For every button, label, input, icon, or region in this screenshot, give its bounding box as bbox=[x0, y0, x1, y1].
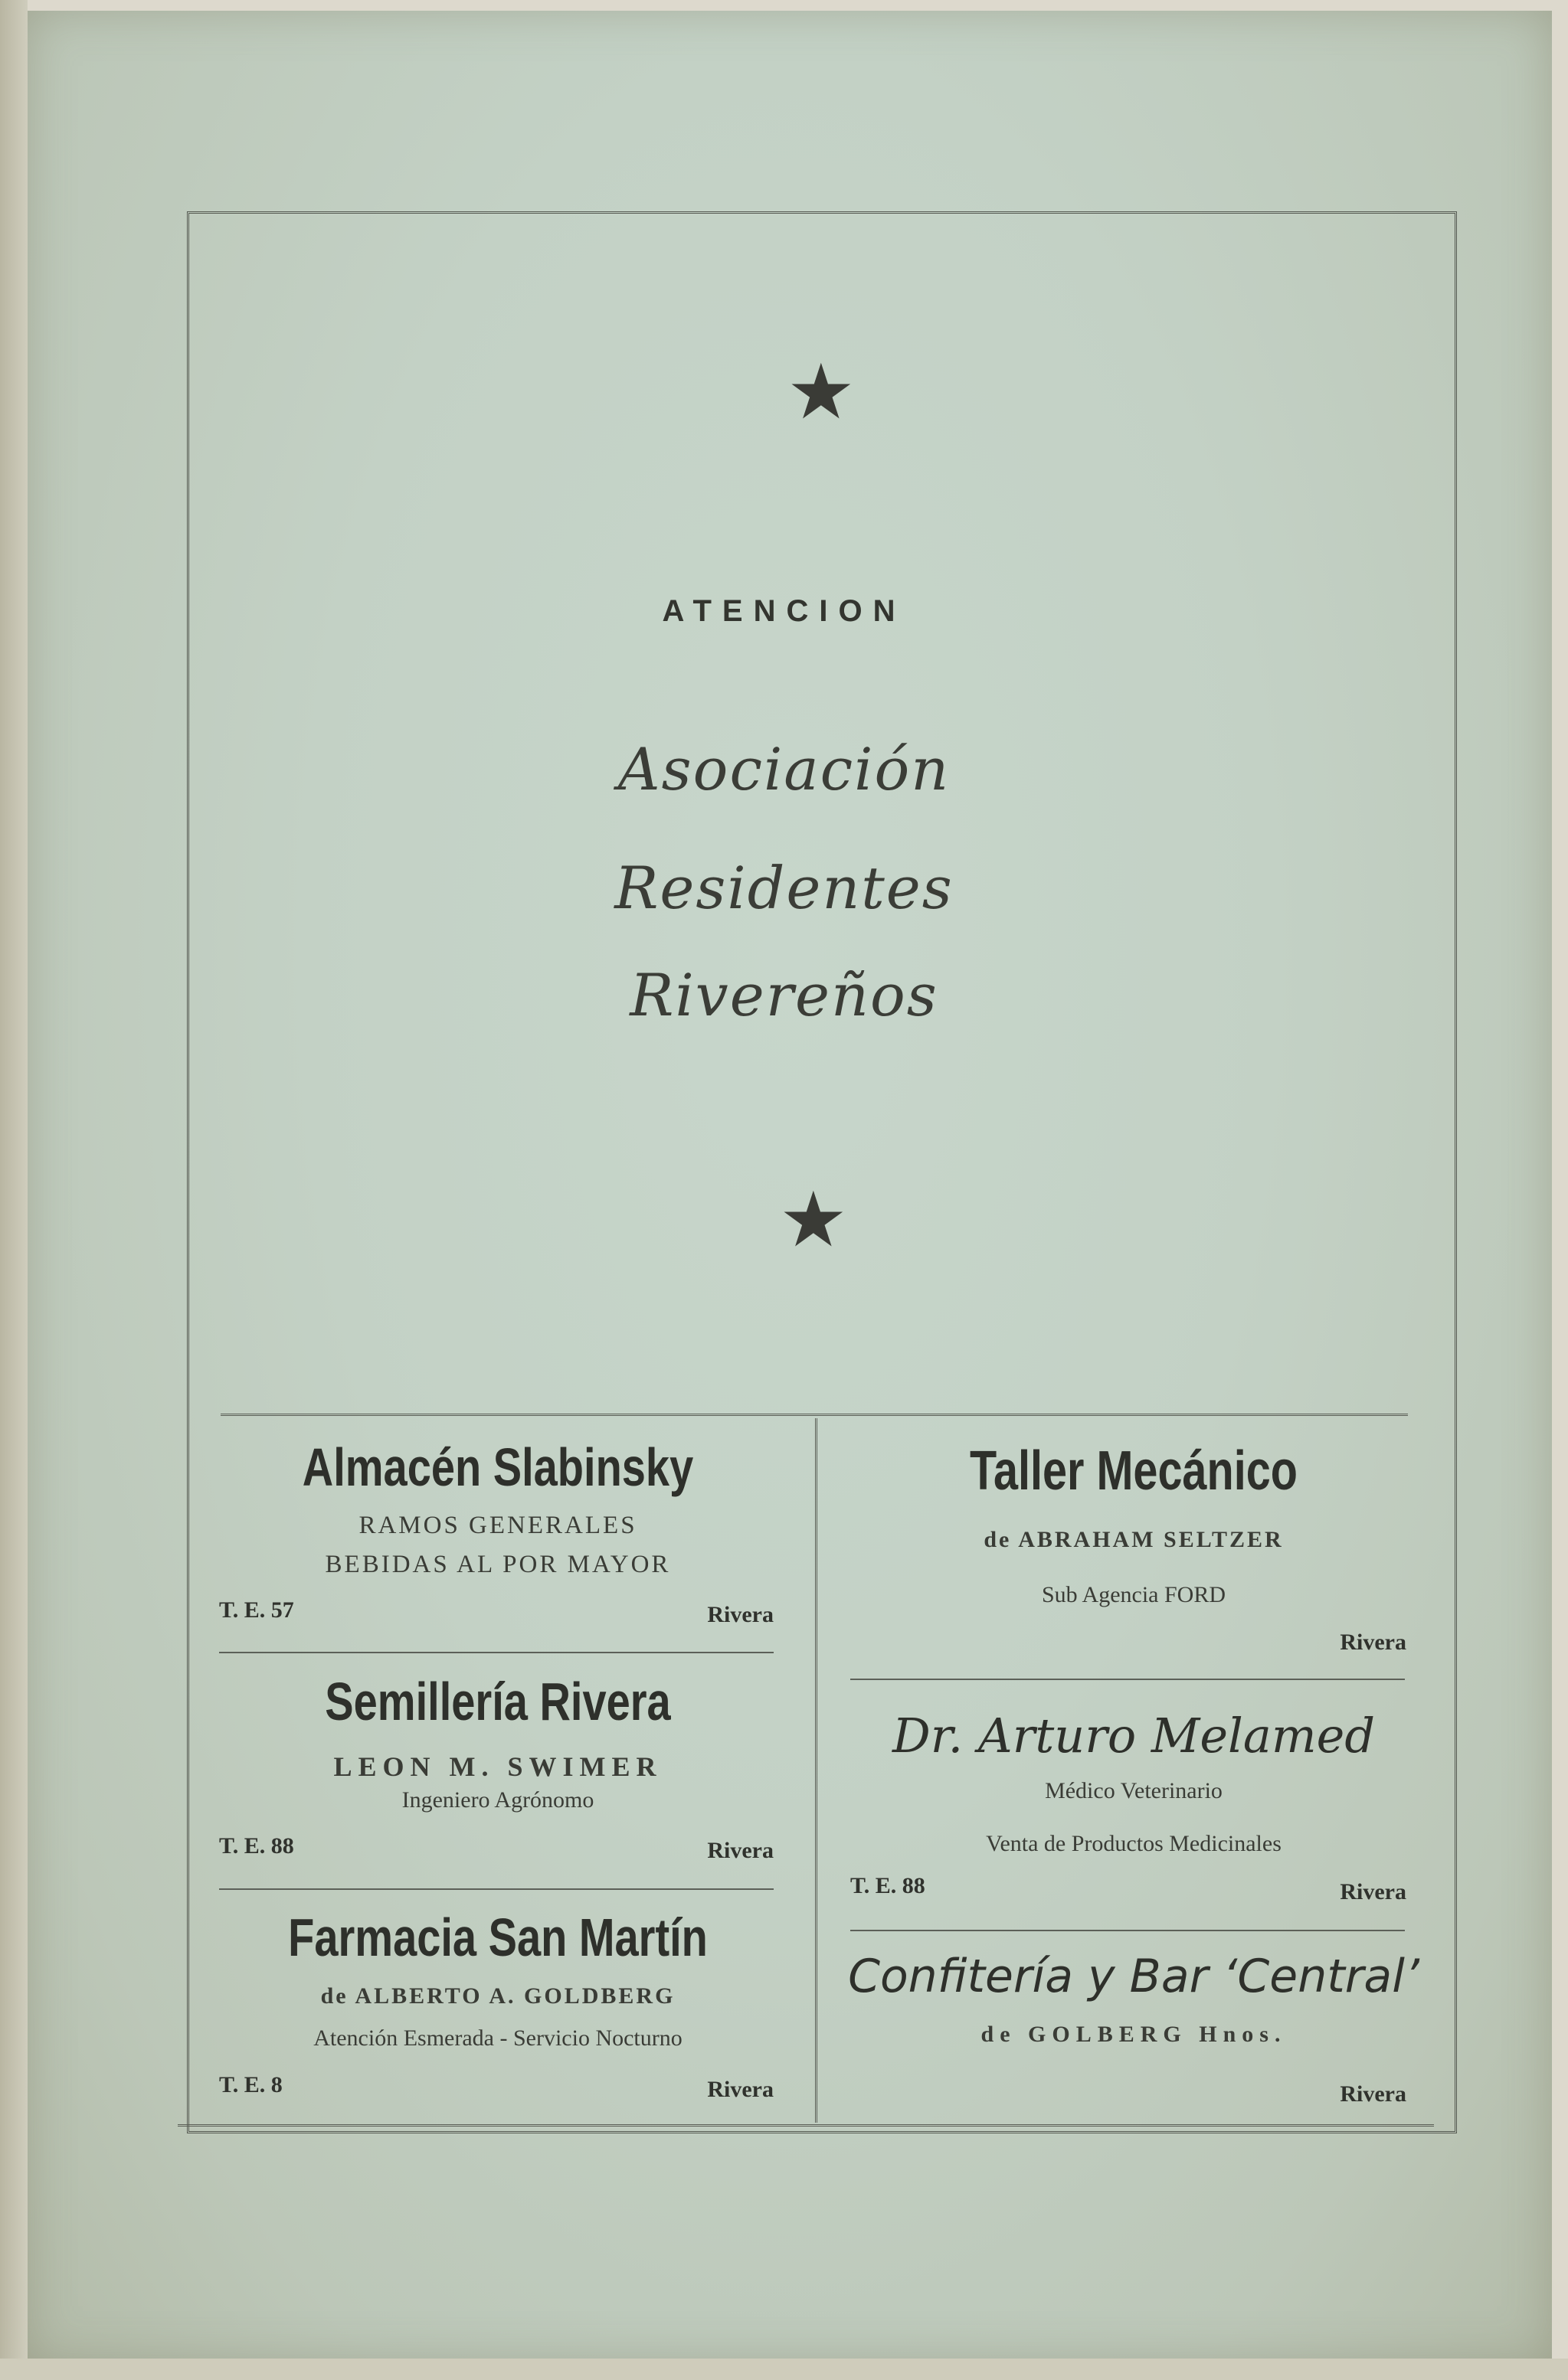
ad-line: Atención Esmerada - Servicio Nocturno bbox=[313, 2025, 683, 2051]
ad-owner: de ALBERTO A. GOLDBERG bbox=[320, 1983, 676, 2009]
ad-phone: T. E. 88 bbox=[219, 1833, 294, 1859]
ad-owner: LEON M. SWIMER bbox=[333, 1751, 663, 1782]
association-line-3: Rivereños bbox=[630, 961, 938, 1029]
ad-title: Dr. Arturo Melamed bbox=[892, 1708, 1376, 1764]
ad-city: Rivera bbox=[1340, 1879, 1406, 1904]
ad-separator bbox=[219, 1888, 774, 1890]
ad-owner: de GOLBERG Hnos. bbox=[980, 2022, 1287, 2047]
ad-line: RAMOS GENERALES bbox=[358, 1512, 637, 1539]
association-line-1: Asociación bbox=[617, 735, 951, 803]
ad-city: Rivera bbox=[707, 1838, 774, 1863]
ad-line: Sub Agencia FORD bbox=[1042, 1582, 1226, 1607]
ad-separator bbox=[219, 1652, 774, 1653]
ad-title: Farmacia San Martín bbox=[288, 1908, 708, 1967]
ad-line: Venta de Productos Medicinales bbox=[986, 1831, 1282, 1856]
ad-city: Rivera bbox=[707, 1602, 774, 1627]
star-icon: ★ bbox=[779, 1175, 848, 1264]
page-heading: ATENCION bbox=[662, 594, 906, 628]
ad-phone: T. E. 8 bbox=[219, 2072, 283, 2097]
ad-line: Ingeniero Agrónomo bbox=[401, 1787, 594, 1813]
ad-city: Rivera bbox=[1340, 2081, 1406, 2107]
ad-separator bbox=[850, 1930, 1405, 1931]
ad-separator bbox=[850, 1679, 1405, 1680]
ad-owner: de ABRAHAM SELTZER bbox=[984, 1527, 1284, 1552]
ad-title: Confitería y Bar ‘Central’ bbox=[848, 1950, 1419, 2003]
ad-line: Médico Veterinario bbox=[1045, 1778, 1223, 1803]
ad-phone: T. E. 88 bbox=[850, 1873, 925, 1898]
page-edge bbox=[0, 0, 28, 2380]
association-line-2: Residentes bbox=[614, 854, 954, 922]
ad-line: BEBIDAS AL POR MAYOR bbox=[325, 1551, 671, 1578]
ad-title: Semillería Rivera bbox=[325, 1672, 671, 1731]
ad-title: Almacén Slabinsky bbox=[302, 1437, 694, 1497]
page-edge-bottom bbox=[0, 2359, 1568, 2380]
ad-title: Taller Mecánico bbox=[970, 1440, 1298, 1502]
star-icon: ★ bbox=[787, 347, 856, 436]
ads-column-divider bbox=[815, 1418, 817, 2123]
ads-top-rule bbox=[221, 1414, 1408, 1416]
ad-city: Rivera bbox=[1340, 1630, 1406, 1655]
ad-city: Rivera bbox=[707, 2077, 774, 2102]
ad-phone: T. E. 57 bbox=[219, 1597, 294, 1623]
ads-bottom-rule bbox=[178, 2124, 1434, 2127]
